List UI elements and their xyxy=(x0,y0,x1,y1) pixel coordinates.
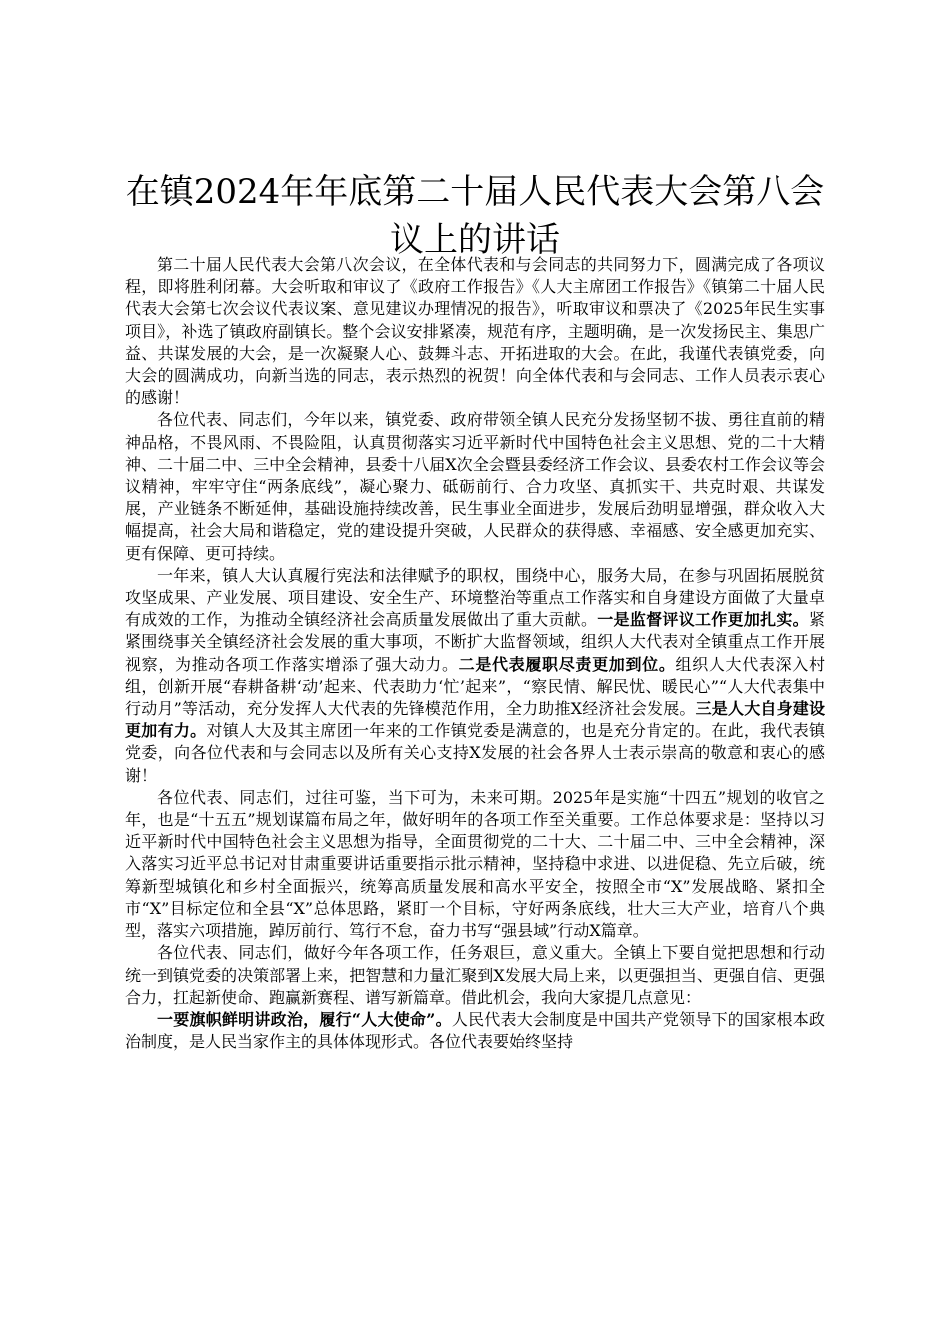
paragraph-text: 各位代表、同志们，过往可鉴，当下可为，未来可期。2025年是实施“十四五”规划的收官之年，也是“十五五”规划谋篇布局之年，做好明年的各项工作至关重要。工作总体要求是：坚持以习近平新时代中国特色社会主义思想为指导，全面贯彻党的二十大、二十届二中、三中全会精神，深入落实习近平总书记对甘肃重要讲话重要指示批示精神，坚持稳中求进、以进促稳、先立后破，统筹新型城镇化和乡村全面振兴，统筹高质量发展和高水平安全，按照全市“X”发展战略、紧扣全市“X”目标定位和全县“X”总体思路，紧盯一个目标，守好两条底线，壮大三大产业，培育八个典型，落实六项措施，踔厉前行、笃行不怠，奋力书写“强县域”行动X篇章。 xyxy=(125,787,825,941)
body-paragraph xyxy=(125,787,825,942)
bold-heading-text: 一要旗帜鲜明讲政治，履行“人大使命”。 xyxy=(157,1009,452,1029)
bold-heading-text: 二是代表履职尽责更加到位。 xyxy=(458,654,676,674)
document-body xyxy=(125,254,825,1053)
paragraph-text: 各位代表、同志们，今年以来，镇党委、政府带领全镇人民充分发扬坚韧不拔、勇往直前的精神品格，不畏风雨、不畏险阻，认真贯彻落实习近平新时代中国特色社会主义思想、党的二十大精神、二十届二中、三中全会精神，县委十八届X次全会暨县委经济工作会议、县委农村工作会议等会议精神，牢牢守住“两条底线”，凝心聚力、砥砺前行、合力攻坚、真抓实干、共克时艰、共谋发展，产业链条不断延伸，基础设施持续改善，民生事业全面进步，发展后劲明显增强，群众收入大幅提高，社会大局和谐稳定，党的建设提升突破，人民群众的获得感、幸福感、安全感更加充实、更有保障、更可持续。 xyxy=(125,410,825,563)
paragraph-text: 第二十届人民代表大会第八次会议，在全体代表和与会同志的共同努力下，圆满完成了各项议程，即将胜利闭幕。大会听取和审议了《政府工作报告》《人大主席团工作报告》《镇第二十届人民代表大会第七次会议代表议案、意见建议办理情况的报告》，听取审议和票决了《2025年民生实事项目》，补选了镇政府副镇长。整个会议安排紧凑，规范有序，主题明确，是一次发扬民主、集思广益、共谋发展的大会，是一次凝聚人心、鼓舞斗志、开拓进取的大会。在此，我谨代表镇党委，向大会的圆满成功，向新当选的同志，表示热烈的祝贺！向全体代表和与会同志、工作人员表示衷心的感谢！ xyxy=(125,255,825,408)
body-paragraph xyxy=(125,565,825,787)
paragraph-text: 紧紧围绕事关全镇经济社会发展的重大事项，不断扩大监督领域，组织人大代表对全镇重点工作开展视察，为推动各项工作落实增添了强大动力。 xyxy=(125,610,825,674)
paragraph-text: 各位代表、同志们，做好今年各项工作，任务艰巨，意义重大。全镇上下要自觉把思想和行动统一到镇党委的决策部署上来，把智慧和力量汇聚到X发展大局上来，以更强担当、更强自信、更强合力，扛起新使命、跑赢新赛程、谱写新篇章。借此机会，我向大家提几点意见： xyxy=(125,943,825,1007)
paragraph-text: 对镇人大及其主席团一年来的工作镇党委是满意的，也是充分肯定的。在此，我代表镇党委，向各位代表和与会同志以及所有关心支持X发展的社会各界人士表示崇高的敬意和衷心的感谢！ xyxy=(125,721,825,785)
paragraph-text: 组织人大代表深入村组，创新开展“春耕备耕‘动’起来、代表助力‘忙’起来”，“察民情、解民忧、暖民心”“人大代表集中行动月”等活动，充分发挥人大代表的先锋模范作用，全力助推X经济社会发展。 xyxy=(125,654,825,719)
bold-heading-text: 三是人大自身建设更加有力。 xyxy=(125,699,825,741)
body-paragraph xyxy=(125,254,825,409)
body-paragraph xyxy=(125,409,825,564)
paragraph-text: 人民代表大会制度是中国共产党领导下的国家根本政治制度，是人民当家作主的具体体现形式。各位代表要始终坚持 xyxy=(125,1009,825,1052)
body-paragraph xyxy=(125,1009,825,1053)
bold-heading-text: 一是监督评议工作更加扎实。 xyxy=(597,610,809,630)
body-paragraph xyxy=(125,942,825,1009)
document-title: 在镇2024年年底第二十届人民代表大会第八会议上的讲话 xyxy=(125,172,825,260)
paragraph-text: 一年来，镇人大认真履行宪法和法律赋予的职权，围绕中心，服务大局，在参与巩固拓展脱贫攻坚成果、产业发展、项目建设、安全生产、环境整治等重点工作落实和自身建设方面做了大量卓有成效的工作，为推动全镇经济社会高质量发展做出了重大贡献。 xyxy=(125,565,825,630)
